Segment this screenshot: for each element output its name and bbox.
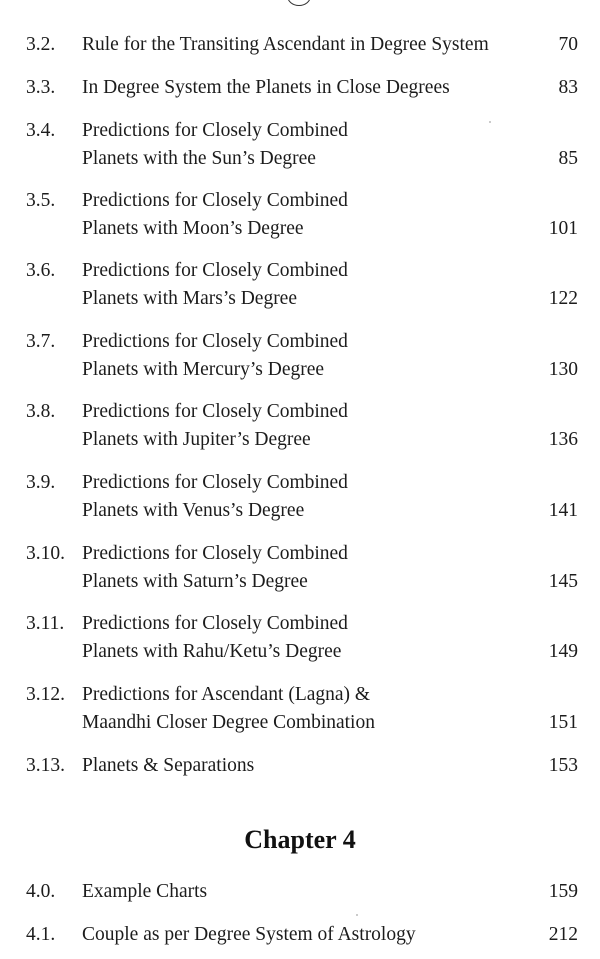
toc-entry-3-10 (0, 540, 600, 596)
entry-title (82, 469, 512, 525)
entry-title-line: Predictions for Closely Combined (82, 543, 348, 564)
toc-entry-3-8 (0, 398, 600, 454)
entry-title (82, 681, 512, 737)
entry-number: 3.11. (26, 613, 65, 634)
entry-title (82, 610, 512, 666)
entry-title-line: Predictions for Closely Combined (82, 613, 348, 634)
entry-page-number: 136 (548, 429, 578, 450)
entry-number: 3.2. (26, 34, 56, 55)
entry-title-line: Predictions for Ascendant (Lagna) & (82, 684, 371, 705)
entry-number: 3.10. (26, 543, 65, 564)
entry-title-line: Predictions for Closely Combined (82, 260, 348, 281)
page-number-ornament (287, 0, 311, 6)
entry-page-number: 122 (548, 288, 578, 309)
entry-page-number: 130 (548, 359, 578, 380)
toc-entry-3-9 (0, 469, 600, 525)
entry-page-number: 101 (548, 218, 578, 239)
toc-entry-3-7 (0, 328, 600, 384)
entry-title-line: Planets with Mercury’s Degree (82, 359, 325, 380)
toc-entry-3-13 (0, 752, 600, 780)
entry-title (82, 117, 512, 173)
entry-title-line: Planets with Venus’s Degree (82, 500, 305, 521)
entry-page-number: 145 (548, 571, 578, 592)
entry-title (82, 752, 512, 780)
entry-number: 3.5. (26, 190, 56, 211)
entry-title (82, 187, 512, 243)
entry-number: 3.13. (26, 755, 65, 776)
entry-number: 3.8. (26, 401, 56, 422)
entry-title-line: In Degree System the Planets in Close Degrees (82, 77, 450, 98)
toc-entry-4-1 (0, 921, 600, 949)
toc-entry-3-2 (0, 31, 600, 59)
entry-page-number: 159 (548, 881, 578, 902)
entry-number: 3.7. (26, 331, 56, 352)
entry-title-line: Planets with Jupiter’s Degree (82, 429, 311, 450)
entry-title-line: Planets & Separations (82, 755, 255, 776)
entry-title-line: Predictions for Closely Combined (82, 331, 348, 352)
toc-entry-3-11 (0, 610, 600, 666)
entry-number: 3.9. (26, 472, 56, 493)
entry-title (82, 31, 512, 59)
entry-page-number: 153 (548, 755, 578, 776)
entry-title-line: Predictions for Closely Combined (82, 472, 348, 493)
entry-title-line: Planets with Moon’s Degree (82, 218, 304, 239)
entry-page-number: 70 (558, 34, 578, 55)
entry-title (82, 398, 512, 454)
entry-number: 3.3. (26, 77, 56, 98)
entry-title (82, 540, 512, 596)
entry-page-number: 151 (548, 712, 578, 733)
paper-speck (489, 121, 491, 123)
entry-title-line: Planets with Mars’s Degree (82, 288, 297, 309)
entry-title (82, 74, 512, 102)
entry-title-line: Couple as per Degree System of Astrology (82, 924, 416, 945)
entry-page-number: 85 (558, 148, 578, 169)
entry-number: 3.6. (26, 260, 56, 281)
entry-title (82, 257, 512, 313)
entry-title-line: Predictions for Closely Combined (82, 401, 348, 422)
entry-number: 4.0. (26, 881, 56, 902)
entry-title-line: Planets with Rahu/Ketu’s Degree (82, 641, 342, 662)
paper-speck (356, 914, 358, 916)
entry-title (82, 878, 512, 906)
entry-title-line: Predictions for Closely Combined (82, 190, 348, 211)
entry-title-line: Planets with the Sun’s Degree (82, 148, 316, 169)
entry-page-number: 149 (548, 641, 578, 662)
toc-entry-3-4 (0, 117, 600, 173)
toc-entry-3-6 (0, 257, 600, 313)
entry-title-line: Planets with Saturn’s Degree (82, 571, 308, 592)
entry-number: 3.12. (26, 684, 65, 705)
toc-entry-3-5 (0, 187, 600, 243)
entry-number: 4.1. (26, 924, 56, 945)
entry-title-line: Rule for the Transiting Ascendant in Degree System (82, 34, 489, 55)
entry-title-line: Maandhi Closer Degree Combination (82, 712, 375, 733)
entry-number: 3.4. (26, 120, 56, 141)
entry-title-line: Predictions for Closely Combined (82, 120, 348, 141)
toc-entry-3-3 (0, 74, 600, 102)
entry-page-number: 83 (558, 77, 578, 98)
entry-title (82, 921, 512, 949)
entry-page-number: 212 (548, 924, 578, 945)
entry-title (82, 328, 512, 384)
chapter-heading: Chapter 4 (244, 825, 356, 854)
entry-page-number: 141 (548, 500, 578, 521)
toc-entry-4-0 (0, 878, 600, 906)
entry-title-line: Example Charts (82, 881, 208, 902)
toc-entry-3-12 (0, 681, 600, 737)
